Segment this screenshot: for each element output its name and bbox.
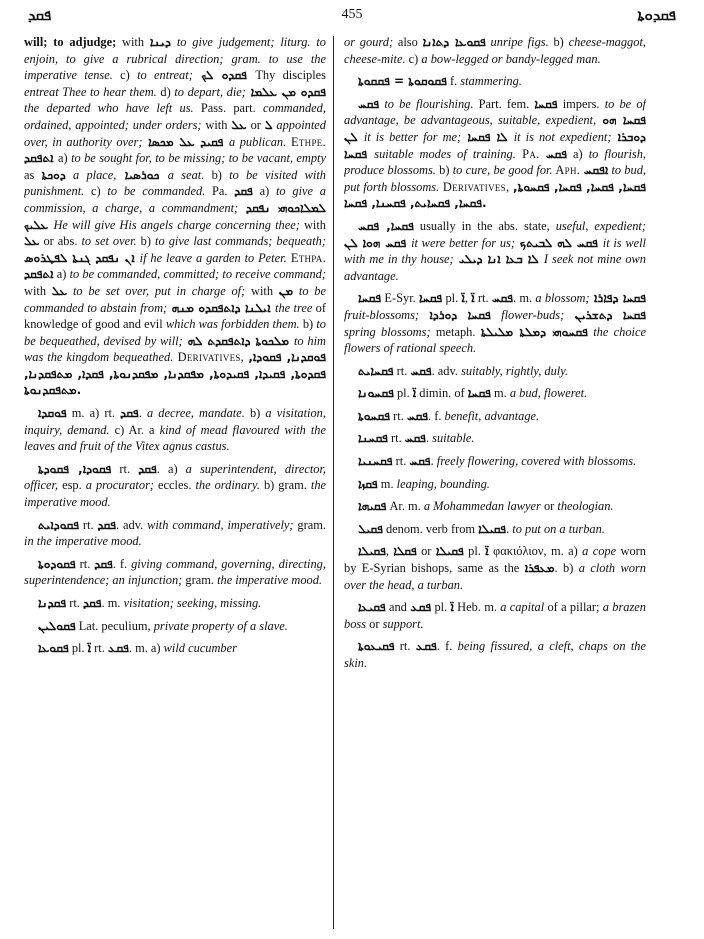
syriac-text: ܦܩܕ [138, 461, 157, 476]
syriac-text: ܦܩܝܠܐ [358, 544, 386, 559]
syriac-text: ܦܩܚܐ [534, 96, 558, 111]
entry-text: pl. [442, 291, 462, 306]
entry-text: rt. [91, 641, 108, 656]
entry-text: . adv. [116, 517, 148, 532]
entry-text: eccles. [154, 478, 196, 493]
syriac-text: ܦܩܚ [545, 146, 568, 161]
syriac-text: ܦܩܚܐ [419, 291, 443, 306]
entry-text: to put on a turban. [512, 521, 605, 536]
dictionary-entry [344, 34, 646, 67]
entry-text: to be of advantage, be advantageous, suitable, expedient, [344, 96, 646, 128]
syriac-text: ܐ̈ [485, 544, 489, 559]
entry-text: benefit, advantage. [444, 408, 540, 423]
entry-text: . f. [436, 639, 458, 654]
entry-text: to be visited with punishment. [24, 167, 326, 199]
entry-text: m. [377, 476, 397, 491]
entry-text: gram. [182, 573, 218, 588]
entry-text: a) [252, 184, 276, 199]
entry-text: b) [548, 35, 569, 49]
entry-text: it were better for us; [411, 235, 515, 250]
entry-text: rt. [392, 454, 410, 469]
page-number: 455 [341, 7, 363, 22]
entry-text: a cloth worn over the head, a turban. [344, 561, 646, 592]
syriac-text: ܦܩܝܗܐ [358, 499, 387, 514]
entry-text: to set over. [81, 234, 137, 249]
entry-text: E-Syr. [381, 291, 420, 306]
syriac-text: ܦܩܚ [491, 291, 513, 306]
entry-text: entreat Thee to hear them. [24, 84, 157, 99]
dictionary-entry [24, 34, 326, 399]
dictionary-entry [24, 556, 326, 589]
dictionary-entry [344, 430, 646, 447]
entry-text: a visitation, inquiry, demand. [24, 406, 326, 437]
entry-text: . b) [554, 561, 579, 576]
syriac-text: ܦܩܘܩܘܬܐ = ܦܩܩܘܬܐ [358, 74, 447, 89]
entry-text: Part. fem. [473, 96, 535, 111]
entry-text: Ar. m. [386, 499, 424, 514]
entry-text: Pa. [205, 184, 235, 199]
entry-text: a) [53, 267, 70, 282]
syriac-text: ܡܥܦܪܐ [524, 561, 555, 576]
entry-text: rt. [389, 408, 407, 423]
syriac-text: ܦܘܩܕܐ [38, 406, 67, 421]
entry-text: to be commanded, committed; to receive command; [69, 267, 326, 282]
entry-text: to depart, die; [174, 84, 246, 99]
syriac-text: ܐܢ ܢܦܩܕ ܓܢܬܐ ܠܦܛܪܘܣ [24, 250, 140, 265]
dictionary-entry [344, 96, 646, 212]
dictionary-entry [344, 638, 646, 671]
entry-text: it is better for me; [363, 129, 462, 144]
entry-text: to him was the kingdom bequeathed. [24, 333, 326, 365]
syriac-text: ܦܩܥ [107, 641, 129, 656]
entry-text: to be set over, put in charge of; [67, 283, 246, 298]
entry-text: f. [446, 74, 461, 89]
entry-text: rt. [75, 556, 95, 571]
syriac-text: ܦܩܥ [410, 600, 432, 615]
entry-text: φακιόλιον, m. a) [488, 544, 583, 559]
entry-text: m. [490, 386, 510, 401]
syriac-text: ܦܩܙܐ [358, 476, 378, 491]
syriac-text: ܥܠ [24, 234, 40, 249]
entry-text: , [464, 291, 472, 306]
entry-text: pl. [463, 544, 486, 559]
entry-text: worn by E-Syrian bishops, same as the [344, 544, 646, 576]
entry-text: if he leave a garden to Peter. [139, 250, 287, 265]
entry-text: Pass. part. [193, 101, 263, 116]
entry-text: Ethpa. [286, 250, 326, 265]
syriac-text: ܦܩܚ [404, 431, 426, 446]
entry-text: a place, [65, 167, 117, 182]
syriac-text: ܥܠ [51, 283, 68, 298]
entry-text: with command, imperatively; [147, 517, 294, 532]
entry-text: a brazen boss [344, 600, 646, 631]
syriac-text: ܠ [264, 117, 273, 132]
entry-text: a) [567, 146, 589, 161]
syriac-text: ܐܬܦܩܕ [24, 267, 54, 282]
syriac-text: ܦܩܥ [415, 639, 437, 654]
entry-text: with [245, 283, 279, 298]
entry-text: theologian. [557, 499, 614, 514]
entry-text: freely flowering, covered with blossoms. [436, 454, 637, 469]
syriac-text: ܐ̈ [412, 386, 417, 401]
dictionary-entry [24, 461, 326, 511]
syriac-text: ܠܐ ܦܩܚܐ [461, 129, 514, 144]
entry-text: the choice flowers of rational speech. [344, 324, 646, 356]
entry-text: a superintendent, director, officer, [24, 461, 326, 493]
entry-text: I seek not mine own advantage. [344, 252, 646, 283]
entry-text: a Mohammedan lawyer [423, 499, 541, 514]
syriac-text: ܦܩܚܢܐ [358, 431, 388, 446]
syriac-text: ܕܘܟܬܐ [41, 167, 66, 182]
syriac-text: ܦܩܚܐ ܕܦܐܪܐ [589, 291, 646, 306]
syriac-text: ܦܩܚܐ [467, 386, 491, 401]
entry-text: to be commanded. [107, 184, 206, 199]
entry-text: to entreat; [137, 68, 193, 83]
entry-text: . m. [513, 291, 536, 306]
syriac-text: ܦܩܠܐ [393, 544, 417, 559]
syriac-text: ܡܠܟܘܬܐ ܕܐܬܦܩܕܬ ܠܗ [182, 333, 294, 348]
syriac-text: ܠܐ ܒܥܐ ܐܢܐ ܕܝܠܝ [453, 252, 544, 267]
entry-text: the tree [275, 300, 313, 315]
entry-text: to be commanded to abstain from; [24, 283, 326, 315]
entry-text: stammering. [460, 74, 522, 89]
entry-text: useful, expedient; [555, 218, 646, 233]
entry-text: unripe figs. [485, 35, 549, 49]
entry-text: dimin. of [416, 386, 468, 401]
syriac-text: ܦܩܘܥܐ [38, 641, 69, 656]
syriac-text: ܦܩܚܐ ܗܘ ܠܢ [344, 113, 646, 144]
entry-text: d) [156, 84, 175, 99]
entry-text: of a pillar; [544, 600, 603, 615]
entry-text: Pa. [515, 146, 546, 161]
entry-text: or [246, 117, 265, 132]
syriac-text: ܦܩܚܢܝܐ [358, 454, 393, 469]
entry-text: pl. [68, 641, 88, 656]
entry-text: a bud, floweret. [509, 386, 588, 401]
syriac-text: ܦܘܩܕܢܐ, ܦܩܘܕܐ, ܦܩܕܘܬܐ, ܦܩܝܕܐ, ܦܩܝܕܘܬܐ, ܡܦܩܕܢܐ, ܡܦܩܕܢܘܬܐ, ܦܩܕܐ, ܡܬܦܩܕܢܐ, ܡܬܦܩܕܢܘܬܐ. [24, 350, 326, 398]
entry-text: private property of a slave. [153, 618, 288, 633]
dictionary-entry [344, 599, 646, 632]
entry-text: . f. [428, 408, 445, 423]
syriac-text: ܦܩܚ ܗܘܐ ܠܢ [344, 235, 412, 250]
entry-text: He will give His angels charge concerning thee; [53, 217, 300, 232]
dictionary-entry [344, 521, 646, 538]
syriac-text: ܕܝܢܐ [149, 35, 171, 49]
syriac-text: ܦܩܘܕܘܬܐ [38, 556, 76, 571]
syriac-text: ܐ̈ [450, 600, 454, 615]
entry-text: a cope [582, 544, 617, 559]
entry-text: c) Ar. a [109, 422, 160, 437]
syriac-text: ܐ̈ [471, 291, 475, 306]
dictionary-entry [344, 363, 646, 380]
syriac-text: ܠܡܠܐܟܘܗܝ ܢܦܩܕ ܥܠܝܟ [24, 200, 326, 232]
entry-text: pl. [431, 600, 451, 615]
entry-text: also [393, 35, 423, 49]
entry-text: with [116, 35, 150, 49]
entry-text: the ordinary. [195, 478, 260, 493]
syriac-text: ܦܩܚܘܗܝ ܕܡܠܬܐ ܡܠܝܠܬܐ [480, 324, 588, 339]
entry-text: flower-buds; [501, 307, 565, 322]
dictionary-entry [24, 517, 326, 550]
header-left-word: ܦܩܕ [28, 6, 52, 24]
syriac-text: ܦܩܕ [94, 556, 113, 571]
syriac-text: ܦܩܚܐ, ܦܩܚ [358, 218, 414, 233]
dictionary-entry [344, 408, 646, 425]
entry-text: rt. [387, 431, 405, 446]
entry-text: rt. [393, 363, 411, 378]
dictionary-entry [344, 498, 646, 515]
syriac-text: ܦܩܕܘ ܡܢ ܥܠܡܐ [245, 84, 326, 99]
syriac-text: ܦܩܚܐ [358, 291, 382, 306]
entry-text: b) [244, 406, 266, 421]
entry-text: to flourish, produce blossoms. [344, 146, 646, 178]
syriac-text: ܐ̈ [87, 641, 92, 656]
syriac-text: ܦܩܝܠܐ [478, 521, 507, 536]
entry-text: a blossom; [535, 291, 590, 306]
syriac-text: ܦܩܘܠܝܢ [38, 618, 76, 633]
entry-text: leaping, bounding. [396, 476, 490, 491]
entry-text: will; to adjudge; [24, 35, 117, 49]
entry-text: . m. [101, 596, 124, 610]
syriac-text: ܦܩܚ [410, 363, 432, 378]
syriac-text: ܦܩܕ [97, 517, 117, 532]
syriac-text: ܦܩܕ [234, 184, 253, 199]
syriac-text: ܐ̈ [461, 291, 465, 306]
entry-text: liturg. to enjoin, to give a rubrical direction; [24, 35, 326, 66]
header-right-word: ܦܩܕܘܬܐ [637, 6, 676, 24]
entry-text: the departed who have left us. [24, 101, 194, 116]
entry-text: rt. [79, 517, 98, 532]
left-column [24, 34, 326, 929]
syriac-text: ܦܩܕܢܐ [38, 596, 67, 610]
entry-text: . [138, 406, 147, 421]
syriac-text: ܦܩܕ [83, 596, 102, 610]
syriac-text: ܥܠ [231, 117, 247, 132]
syriac-text: ܦܩܕ [120, 406, 139, 421]
column-divider [333, 36, 334, 929]
entry-text: b) [204, 167, 230, 182]
entry-text: metaph. [430, 324, 481, 339]
entry-text: Heb. m. [453, 600, 501, 615]
entry-text: rt. [111, 461, 139, 476]
entry-text: gram. to use the imperative tense. [24, 51, 326, 83]
syriac-text: ܦܩܚ [409, 454, 431, 469]
syriac-text: ܐܦܩܚ [583, 163, 609, 178]
entry-text: b) [299, 317, 317, 332]
entry-text: Lat. peculium, [75, 618, 154, 633]
running-header [20, 6, 684, 28]
entry-text: the imperative mood. [24, 478, 326, 510]
entry-text: c) [405, 51, 422, 66]
syriac-text: ܦܩܚܐ, ܦܩܚܐ, ܦܩܚܐ, ܦܩܚܘܬܐ, ܦܩܚܐ, ܦܩܚܐܝܬ, ܦܩܚܢܐ, ܦܩܚܐ. [344, 179, 646, 211]
entry-text: wild cucumber [163, 641, 237, 656]
entry-text: impers. [557, 96, 605, 111]
entry-text: pl. [393, 386, 413, 401]
syriac-text: ܦܩܝܠܐ [435, 544, 464, 559]
syriac-text: ܐܬܦܩܕ [24, 151, 59, 166]
syriac-text: ܦܩܚܘܬܐ [358, 408, 390, 423]
entry-text: a procurator; [85, 478, 155, 493]
entry-text: b) gram. [259, 478, 311, 493]
dictionary-entry [344, 543, 646, 593]
entry-text: . [425, 431, 433, 446]
entry-text: a) [58, 151, 72, 166]
entry-text: giving command, governing, directing, superintendence; an injunction; [24, 556, 326, 588]
syriac-text: ܦܩܘܕܐܝܬ [38, 517, 80, 532]
entry-text: b) [136, 234, 156, 249]
entry-text: to bud, put forth blossoms. [344, 163, 646, 194]
entry-text: rt. [66, 596, 84, 610]
entry-text: in the imperative mood. [24, 534, 142, 549]
entry-text: or gourd; [344, 35, 394, 49]
entry-text: a seat. [167, 167, 205, 182]
entry-text: suitable modes of training. [374, 146, 516, 161]
entry-text: gram. [293, 517, 326, 532]
entry-text: commanded, ordained, appointed; under orders; [24, 101, 326, 132]
dictionary-entry [344, 218, 646, 284]
entry-text: suitably, rightly, duly. [461, 363, 569, 378]
dictionary-entry [24, 618, 326, 635]
syriac-text: ܦܩܚܐ ܕܘܪܕܐ [419, 307, 502, 322]
syriac-text: ܦܩܕܘ ܠܟ [192, 68, 256, 83]
entry-text: as [24, 167, 42, 182]
entry-text: with [299, 217, 326, 232]
dictionary-entry [344, 453, 646, 470]
entry-text: . [430, 454, 437, 469]
syriac-text: ܕܘܒܪܐ ܦܩܚܐ [344, 129, 646, 161]
entry-text: with [24, 283, 52, 298]
entry-text: esp. [58, 478, 86, 493]
entry-text: usually in the abs. state, [413, 218, 556, 233]
entry-text: which was forbidden them. [165, 317, 300, 332]
dictionary-entry [24, 405, 326, 455]
syriac-text: ܦܩܚܐܝܬ [358, 363, 394, 378]
entry-text: Thy disciples [255, 68, 326, 83]
entry-text: and [385, 600, 411, 615]
syriac-text: ܦܩܝܥܐ [358, 600, 386, 615]
syriac-text: ܡܢ [278, 283, 294, 298]
entry-text: c) [84, 184, 108, 199]
entry-text: to give last commands; bequeath; [155, 234, 326, 249]
entry-text: cheese-maggot, cheese-mite. [344, 35, 646, 66]
syriac-text: ܦܩܚ ܠܗ ܠܒܝܬܟ [514, 235, 603, 250]
entry-text: of knowledge of good and evil [24, 300, 326, 332]
syriac-text: ܦܩܚܘܢܐ [358, 386, 394, 401]
dictionary-entry [344, 385, 646, 402]
entry-text: Derivatives, [439, 179, 514, 194]
entry-text: being fissured, a cleft, chaps on the skin. [344, 639, 646, 670]
entry-text: . a) [156, 461, 186, 476]
entry-text: the imperative mood. [217, 573, 323, 588]
entry-text: Derivatives, [173, 350, 249, 365]
syriac-text: ܦܩܝܠ [358, 521, 383, 536]
entry-text: m. a) rt. [66, 406, 121, 421]
entry-text: or [540, 499, 558, 514]
entry-text: suitable. [432, 431, 475, 446]
entry-text: it is not expedient; [513, 129, 612, 144]
entry-text: b) [435, 163, 453, 178]
syriac-text: ܦܩܚ [358, 96, 380, 111]
entry-text: Ethpe. [286, 134, 326, 149]
entry-text: fruit-blossoms; [344, 307, 420, 322]
dictionary-entry [24, 595, 326, 612]
syriac-text: ܦܩܘܕܐ, ܦܩܘܕܬܐ [38, 461, 112, 476]
entry-text: a publican. [229, 134, 287, 149]
entry-text: rt. [394, 639, 416, 654]
entry-text: it is well with me in thy house; [344, 235, 646, 267]
entry-text: visitation; seeking, missing. [123, 596, 262, 610]
dictionary-entry [344, 73, 646, 90]
right-column [344, 34, 646, 929]
entry-text: c) [112, 68, 138, 83]
entry-text: . adv. [431, 363, 462, 378]
entry-text: spring blossoms; [344, 324, 431, 339]
entry-text: or abs. [39, 234, 82, 249]
entry-text: . [506, 521, 513, 536]
dictionary-entry [344, 290, 646, 356]
entry-text: Aph. [552, 163, 584, 178]
entry-text: to be bequeathed, devised by will; [24, 317, 326, 348]
dictionary-entry [344, 476, 646, 493]
syriac-text: ܦܩܚ [406, 408, 428, 423]
entry-text: to be flourishing. [379, 96, 474, 111]
entry-text: kind of mead flavoured with the leaves and fruit of the Vitex agnus castus. [24, 422, 326, 454]
entry-text: or [366, 616, 383, 631]
entry-text: . m. a) [128, 641, 164, 656]
entry-text: denom. verb from [382, 521, 479, 536]
entry-text: rt. [474, 291, 492, 306]
entry-text: a capital [500, 600, 545, 615]
syriac-text: ܦܩܘܥܐ ܕܬܐܢܐ [422, 35, 486, 49]
entry-text: to give a commission, a charge, a commandment; [24, 184, 326, 215]
entry-text: to be sought for, to be missing; to be vacant, empty [71, 151, 326, 166]
syriac-text: ܦܩܚܐ ܕܬܫܪܝܢ [564, 307, 646, 322]
entry-text: support. [382, 616, 424, 631]
syriac-text: ܟܘܪܣܝܐ [116, 167, 168, 182]
entry-text: a bow-legged or bandy-legged man. [421, 51, 601, 66]
dictionary-entry [24, 640, 326, 657]
entry-text: or [416, 544, 436, 559]
syriac-text: ܐܝܠܢܐ ܕܐܬܦܩܕܘ ܡܢܗ [167, 300, 276, 315]
syriac-text: ܦܩܝܥܘܬܐ [358, 639, 395, 654]
entry-text: to give judgement; [171, 35, 275, 49]
entry-text: a decree, mandate. [146, 406, 245, 421]
entry-text: with [201, 117, 232, 132]
entry-text: , [385, 544, 394, 559]
entry-text: . f. [112, 556, 132, 571]
entry-text: to cure, be good for. [452, 163, 553, 178]
entry-text: appointed over, in authority over; [24, 117, 326, 149]
syriac-text: ܦܩܝܕ ܥܠ ܡܟܣܐ [142, 134, 230, 149]
